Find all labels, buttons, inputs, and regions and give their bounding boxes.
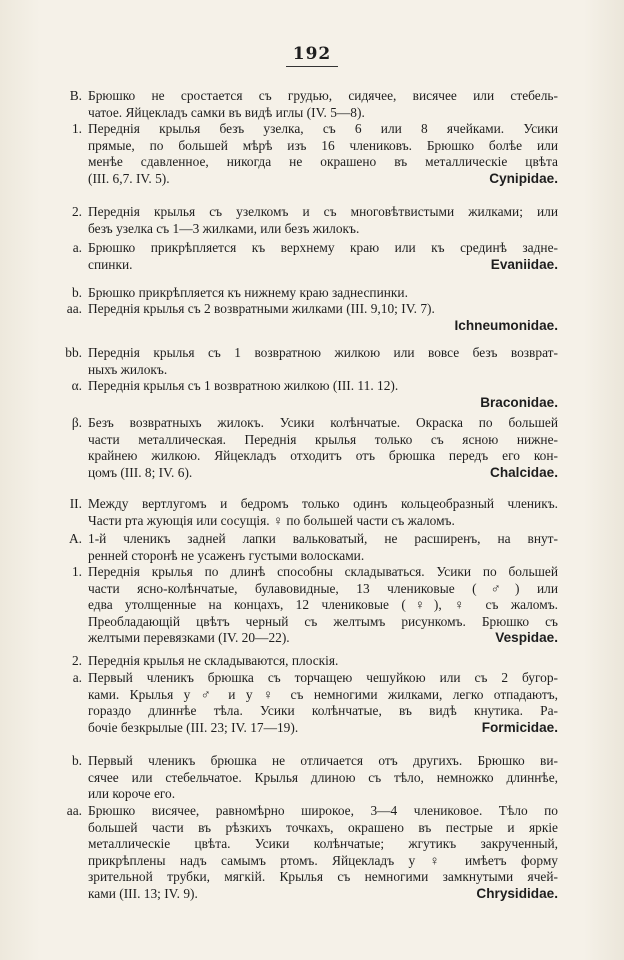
entry-text: (III. 6,7. IV. 5). bbox=[88, 170, 170, 186]
entry-line bbox=[88, 221, 558, 238]
key-entry bbox=[71, 653, 558, 670]
key-entry bbox=[71, 753, 558, 803]
entry-text: менѣе сдавленное, никогда не окрашено въ металлическіе цвѣта bbox=[88, 154, 558, 170]
entry-line bbox=[88, 687, 558, 704]
entry-marker: a. bbox=[72, 240, 82, 255]
entry-marker: 1. bbox=[71, 564, 82, 579]
entry-line bbox=[88, 869, 558, 886]
entry-text: Переднія крылья не складываются, плоскія. bbox=[88, 653, 339, 668]
entry-line bbox=[88, 630, 558, 647]
entry-line bbox=[88, 653, 558, 670]
entry-line bbox=[88, 836, 558, 853]
entry-line bbox=[88, 670, 558, 687]
family-name: Chalcidae. bbox=[490, 464, 558, 480]
entry-text: Безъ возвратныхъ жилокъ. Усики колѣнчатые. Окраска по большей bbox=[88, 415, 558, 430]
entry-line bbox=[88, 753, 558, 770]
entry-text: Первый членикъ брюшка не отличается отъ другихъ. Брюшко ви- bbox=[88, 753, 558, 768]
entry-text: части металлическая. Переднія крылья только съ ясною нижне- bbox=[88, 431, 558, 447]
entry-line bbox=[88, 88, 558, 105]
entry-line bbox=[88, 703, 558, 720]
entry-line bbox=[88, 257, 558, 274]
entry-text: Брюшко не сростается съ грудью, сидячее, висячее или стебель- bbox=[88, 88, 558, 103]
key-entry bbox=[65, 345, 558, 378]
entry-text: Переднія крылья съ узелкомъ и съ многовѣтвистыми жилками; или bbox=[88, 204, 558, 219]
entry-text: зрительной трубки, мягкій. Крылья съ немногими замкнутыми ячей- bbox=[88, 869, 558, 885]
key-entry bbox=[68, 531, 558, 564]
entry-line bbox=[88, 204, 558, 221]
family-name: Evaniidae. bbox=[490, 256, 558, 272]
entry-text: ныхъ жилокъ. bbox=[88, 361, 168, 377]
entry-line bbox=[88, 138, 558, 155]
family-name: Formicidae. bbox=[481, 719, 558, 735]
entry-text: Переднія крылья по длинѣ способны складываться. Усики по большей bbox=[88, 564, 558, 579]
entry-line bbox=[88, 105, 558, 122]
entry-marker: aa. bbox=[66, 301, 82, 316]
entry-line bbox=[88, 770, 558, 787]
entry-line bbox=[88, 362, 558, 379]
entry-line bbox=[88, 496, 558, 513]
key-entry bbox=[72, 240, 558, 273]
entry-line bbox=[88, 597, 558, 614]
entry-marker: 2. bbox=[71, 204, 82, 219]
entry-marker: 1. bbox=[71, 121, 82, 136]
entry-text: Переднія крылья съ 1 возвратною жилкою (III. 11. 12). bbox=[88, 378, 399, 393]
entry-marker: B. bbox=[69, 88, 82, 103]
entry-line bbox=[88, 301, 558, 318]
entry-line bbox=[88, 345, 558, 362]
entry-marker: bb. bbox=[65, 345, 82, 360]
entry-line bbox=[88, 171, 558, 188]
entry-text: ренней сторонѣ не усаженъ густыми волосками. bbox=[88, 547, 365, 563]
entry-line bbox=[88, 154, 558, 171]
key-entry bbox=[71, 285, 558, 302]
entry-line bbox=[88, 240, 558, 257]
entry-text: Части рта жующія или сосущія. ♀ по большей части съ жаломъ. bbox=[88, 512, 455, 528]
entry-line bbox=[88, 853, 558, 870]
entry-text: бочіе безкрылые (III. 23; IV. 17—19). bbox=[88, 719, 299, 735]
entry-marker: α. bbox=[71, 378, 82, 393]
page-number: 192 bbox=[292, 44, 332, 64]
entry-line bbox=[88, 786, 558, 803]
entry-text: Между вертлугомъ и бедромъ только одинъ кольцеобразный членикъ. bbox=[88, 496, 558, 511]
page-number-rule bbox=[286, 66, 338, 67]
entry-text: части ясно-колѣнчатые, булавовидные, 13 члениковые (♂) или bbox=[88, 580, 558, 596]
entry-line bbox=[88, 531, 558, 548]
family-name: Cynipidae. bbox=[489, 170, 558, 186]
entry-line bbox=[88, 581, 558, 598]
entry-text: спинки. bbox=[88, 256, 133, 272]
entry-line bbox=[88, 886, 558, 903]
entry-text: гораздо длиннѣе тѣла. Усики колѣнчатые, въ видѣ кнутика. Ра- bbox=[88, 703, 558, 719]
entry-text: Брюшко прикрѣпляется къ верхнему краю или къ срединѣ задне- bbox=[88, 240, 558, 255]
family-name: Vespidae. bbox=[495, 630, 558, 646]
entry-text: прямые, по большей мѣрѣ изъ 16 члениковъ. Брюшко болѣе или bbox=[88, 137, 558, 153]
entry-line bbox=[88, 432, 558, 449]
entry-text: большей части въ рѣзкихъ точкахъ, окрашено въ пестрые и яркіе bbox=[88, 819, 558, 835]
key-entry bbox=[71, 564, 558, 647]
entry-text: Брюшко висячее, равномѣрно широкое, 3—4 члениковое. Тѣло по bbox=[88, 803, 558, 818]
key-entry bbox=[71, 204, 558, 237]
key-entry bbox=[71, 378, 558, 411]
entry-text: Переднія крылья съ 1 возвратною жилкою или вовсе безъ возврат- bbox=[88, 345, 558, 360]
entry-marker: II. bbox=[69, 496, 82, 511]
entry-text: Переднія крылья безъ узелка, съ 6 или 8 ячейками. Усики bbox=[88, 121, 558, 136]
entry-line bbox=[88, 720, 558, 737]
entry-marker: 2. bbox=[71, 653, 82, 668]
entry-text: безъ узелка съ 1—3 жилками, или безъ жилокъ. bbox=[88, 220, 360, 236]
key-entry bbox=[71, 121, 558, 187]
entry-line bbox=[88, 803, 558, 820]
entry-text: Брюшко прикрѣпляется къ нижнему краю заднеспинки. bbox=[88, 285, 408, 300]
key-entry bbox=[72, 670, 558, 736]
key-entry bbox=[69, 496, 558, 529]
entry-text: 1-й членикъ задней лапки вальковатый, не расширенъ, на внут- bbox=[88, 531, 558, 546]
entry-text: металлическіе цвѣта. Усики колѣнчатые; жгутикъ закрученный, bbox=[88, 836, 558, 852]
entry-text: Переднія крылья съ 2 возвратными жилками (III. 9,10; IV. 7). bbox=[88, 301, 435, 316]
key-entry bbox=[69, 88, 558, 121]
entry-line bbox=[88, 513, 558, 530]
family-name: Braconidae. bbox=[480, 394, 558, 410]
entry-marker: b. bbox=[71, 285, 82, 300]
entry-line bbox=[88, 548, 558, 565]
entry-line bbox=[88, 820, 558, 837]
entry-line bbox=[88, 448, 558, 465]
entry-marker: β. bbox=[71, 415, 82, 430]
entry-text: чатое. Яйцекладъ самки въ видѣ иглы (IV. 5—8). bbox=[88, 104, 365, 120]
entry-line bbox=[88, 564, 558, 581]
entry-line bbox=[88, 614, 558, 631]
entry-text: цомъ (III. 8; IV. 6). bbox=[88, 464, 193, 480]
entry-line bbox=[88, 285, 558, 302]
entry-line bbox=[88, 465, 558, 482]
entry-line bbox=[88, 121, 558, 138]
entry-text: ками (III. 13; IV. 9). bbox=[88, 885, 198, 901]
entry-text: прикрѣплены надъ самымъ ртомъ. Яйцекладъ у ♀ имѣетъ форму bbox=[88, 852, 558, 868]
entry-marker: aa. bbox=[66, 803, 82, 818]
entry-text: желтыми перевязками (IV. 20—22). bbox=[88, 630, 290, 646]
entry-line bbox=[88, 415, 558, 432]
family-name: Ichneumonidae. bbox=[454, 317, 558, 333]
entry-marker: a. bbox=[72, 670, 82, 685]
entry-text: Первый членикъ брюшка съ торчащею чешуйкою или съ 2 бугор- bbox=[88, 670, 558, 685]
key-entry bbox=[66, 301, 558, 334]
entry-text: едва утолщенные на концахъ, 12 члениковые (♀), ♀ съ жаломъ. bbox=[88, 597, 558, 613]
entry-line bbox=[88, 378, 558, 395]
entry-marker: A. bbox=[68, 531, 82, 546]
entry-text: сячее или стебельчатое. Крылья длиною съ тѣло, немножко длиннѣе, bbox=[88, 769, 558, 785]
entry-text: или короче его. bbox=[88, 786, 176, 802]
key-entry bbox=[66, 803, 558, 903]
family-name: Chrysididae. bbox=[476, 885, 558, 901]
entry-marker: b. bbox=[71, 753, 82, 768]
entry-text: крайнею жилкою. Яйцекладъ отходитъ отъ брюшка передъ его кон- bbox=[88, 448, 558, 464]
entry-text: Преобладающій цвѣтъ черный съ желтымъ рисункомъ. Брюшко съ bbox=[88, 613, 558, 629]
entry-text: ками. Крылья у ♂ и у ♀ съ немногими жилками, легко отпадаютъ, bbox=[88, 686, 558, 702]
key-entry bbox=[71, 415, 558, 481]
